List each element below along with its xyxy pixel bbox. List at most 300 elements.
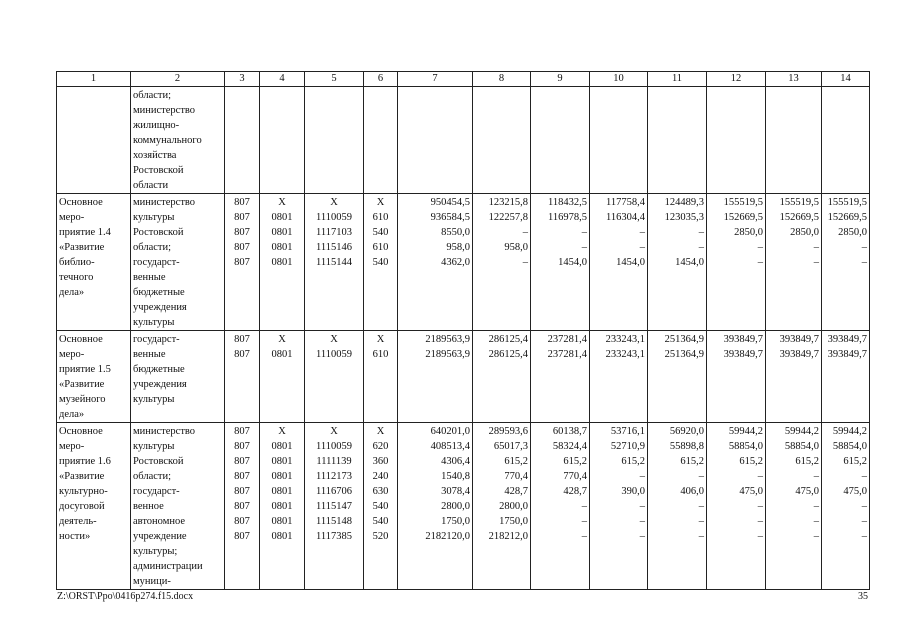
executor-cell — [131, 331, 225, 423]
year-2015-cell — [531, 331, 590, 423]
cell-line: 1117103 — [316, 227, 352, 238]
cell-line: 807 — [234, 242, 250, 253]
cell-line: 0801 — [271, 486, 293, 497]
cell-line: 615,2 — [504, 456, 528, 467]
cell-line: – — [813, 516, 819, 527]
cell-line: 807 — [234, 501, 250, 512]
event-cell — [57, 423, 131, 590]
cell-line: 2800,0 — [499, 501, 528, 512]
cell-line: – — [757, 516, 763, 527]
cell-line: 286125,4 — [488, 349, 528, 360]
cell-line: меро- — [59, 441, 85, 452]
cell-line: 53716,1 — [610, 426, 645, 437]
cell-line: администрации — [133, 561, 203, 572]
cell-line: 950454,5 — [430, 197, 470, 208]
section-cell — [260, 423, 305, 590]
event-cell — [57, 331, 131, 423]
cell-line: 807 — [234, 471, 250, 482]
cell-line: Ростовской — [133, 456, 184, 467]
cell-line: 640201,0 — [430, 426, 470, 437]
cell-line: бюджетные — [133, 287, 185, 298]
cell-line: 770,4 — [504, 471, 528, 482]
expense-type-cell — [364, 194, 398, 331]
cell-line: 1115147 — [316, 501, 352, 512]
col-number-6: 6 — [364, 72, 398, 87]
col-number-9: 9 — [531, 72, 590, 87]
cell-line: Основное — [59, 197, 103, 208]
cell-line: 124489,3 — [664, 197, 704, 208]
cell-line: – — [757, 531, 763, 542]
cell-line: 1116706 — [316, 486, 352, 497]
cell-line: 540 — [372, 227, 389, 238]
year-2017-cell — [648, 331, 707, 423]
table-row — [57, 87, 870, 194]
cell-line: досуговой — [59, 501, 105, 512]
cell-line: музейного — [59, 394, 106, 405]
cell-line: 0801 — [271, 456, 293, 467]
year-2018-cell — [707, 194, 766, 331]
cell-line: дела» — [59, 287, 85, 298]
cell-line: 428,7 — [504, 486, 528, 497]
cell-line: – — [813, 257, 819, 268]
cell-line: Основное — [59, 426, 103, 437]
cell-line: 152669,5 — [779, 212, 819, 223]
col-number-11: 11 — [648, 72, 707, 87]
col-number-12: 12 — [707, 72, 766, 87]
cell-line: 406,0 — [680, 486, 704, 497]
year-2020-cell — [822, 331, 870, 423]
cell-line: 615,2 — [739, 456, 763, 467]
cell-line: 1115144 — [316, 257, 352, 268]
cell-line: 59944,2 — [832, 426, 867, 437]
cell-line: 393849,7 — [723, 349, 763, 360]
cell-line: государст- — [133, 334, 180, 345]
cell-line: 1750,0 — [499, 516, 528, 527]
cell-line: – — [639, 471, 645, 482]
target-cell — [305, 331, 364, 423]
cell-line: – — [698, 242, 704, 253]
cell-line: Ростовской — [133, 227, 184, 238]
cell-line: – — [639, 227, 645, 238]
cell-line: – — [813, 471, 819, 482]
cell-line: течного — [59, 272, 94, 283]
cell-line: 475,0 — [843, 486, 867, 497]
cell-line: культуры — [133, 441, 175, 452]
cell-line: – — [813, 242, 819, 253]
cell-line: венные — [133, 272, 166, 283]
cell-line: 251364,9 — [664, 334, 704, 345]
cell-line: – — [639, 242, 645, 253]
cell-line: 0801 — [271, 257, 293, 268]
section-cell — [260, 331, 305, 423]
cell-line: 807 — [234, 227, 250, 238]
program-finance-table — [56, 71, 870, 590]
cell-line: 60138,7 — [552, 426, 587, 437]
cell-line: 393849,7 — [723, 334, 763, 345]
cell-line: 2850,0 — [838, 227, 867, 238]
year-2016-cell — [590, 194, 648, 331]
cell-line: 770,4 — [563, 471, 587, 482]
total-cell — [398, 194, 473, 331]
cell-line: 8550,0 — [441, 227, 470, 238]
cell-line: культурно- — [59, 486, 108, 497]
cell-line: 1540,8 — [441, 471, 470, 482]
cell-line: 615,2 — [621, 456, 645, 467]
cell-line: 807 — [234, 349, 250, 360]
cell-line: 807 — [234, 257, 250, 268]
col-number-7: 7 — [398, 72, 473, 87]
cell-line: 615,2 — [795, 456, 819, 467]
cell-line: муници- — [133, 576, 171, 587]
cell-line: 251364,9 — [664, 349, 704, 360]
event-cell — [57, 87, 131, 194]
cell-line: 122257,8 — [488, 212, 528, 223]
cell-line: 1110059 — [316, 349, 352, 360]
cell-line: 2800,0 — [441, 501, 470, 512]
cell-line: 807 — [234, 426, 250, 437]
cell-line: – — [581, 227, 587, 238]
cell-line: 52710,9 — [610, 441, 645, 452]
gov-code-cell — [225, 331, 260, 423]
cell-line: 233243,1 — [605, 334, 645, 345]
cell-line: – — [757, 471, 763, 482]
cell-line: 520 — [372, 531, 389, 542]
cell-line: 118432,5 — [548, 197, 587, 208]
col-number-8: 8 — [473, 72, 531, 87]
cell-line: 59944,2 — [784, 426, 819, 437]
year-2017-cell — [648, 87, 707, 194]
cell-line: учреждения — [133, 302, 187, 313]
cell-line: 615,2 — [680, 456, 704, 467]
cell-line: 123215,8 — [488, 197, 528, 208]
expense-type-cell — [364, 87, 398, 194]
cell-line: – — [861, 242, 867, 253]
cell-line: области; — [133, 471, 172, 482]
cell-line: 393849,7 — [779, 334, 819, 345]
year-2020-cell — [822, 87, 870, 194]
cell-line: 2850,0 — [734, 227, 763, 238]
cell-line: 540 — [372, 257, 389, 268]
cell-line: 2189563,9 — [425, 334, 470, 345]
cell-line: 1117385 — [316, 531, 352, 542]
cell-line: 0801 — [271, 531, 293, 542]
year-2018-cell — [707, 331, 766, 423]
cell-line: – — [698, 471, 704, 482]
cell-line: 152669,5 — [827, 212, 867, 223]
cell-line: 116304,4 — [606, 212, 645, 223]
cell-line: венное — [133, 501, 164, 512]
year-2019-cell — [766, 194, 822, 331]
cell-line: 393849,7 — [827, 334, 867, 345]
cell-line: 1110059 — [316, 441, 352, 452]
cell-line: государст- — [133, 486, 180, 497]
year-2015-cell — [531, 423, 590, 590]
cell-line: 155519,5 — [723, 197, 763, 208]
cell-line: 807 — [234, 486, 250, 497]
cell-line: 1112173 — [316, 471, 352, 482]
cell-line: ности» — [59, 531, 91, 542]
executor-cell — [131, 423, 225, 590]
cell-line: 58854,0 — [728, 441, 763, 452]
cell-line: 615,2 — [843, 456, 867, 467]
year-2019-cell — [766, 423, 822, 590]
year-2014-cell — [473, 194, 531, 331]
cell-line: – — [698, 531, 704, 542]
cell-line: 0801 — [271, 212, 293, 223]
cell-line: – — [813, 501, 819, 512]
cell-line: 807 — [234, 456, 250, 467]
cell-line: 1115146 — [316, 242, 352, 253]
year-2014-cell — [473, 423, 531, 590]
cell-line: 0801 — [271, 441, 293, 452]
cell-line: 59944,2 — [728, 426, 763, 437]
cell-line: бюджетные — [133, 364, 185, 375]
cell-line: – — [698, 516, 704, 527]
cell-line: 0801 — [271, 242, 293, 253]
cell-line: – — [581, 531, 587, 542]
cell-line: 237281,4 — [547, 349, 587, 360]
cell-line: 540 — [372, 501, 389, 512]
target-cell — [305, 423, 364, 590]
cell-line: 0801 — [271, 471, 293, 482]
cell-line: 65017,3 — [493, 441, 528, 452]
cell-line: Ростовской — [133, 165, 184, 176]
gov-code-cell — [225, 423, 260, 590]
cell-line: Х — [376, 197, 385, 208]
cell-line: 630 — [372, 486, 389, 497]
cell-line: учреждения — [133, 379, 187, 390]
table-row — [57, 423, 870, 590]
year-2015-cell — [531, 87, 590, 194]
cell-line: 233243,1 — [605, 349, 645, 360]
cell-line: коммунального — [133, 135, 202, 146]
cell-line: 2182120,0 — [425, 531, 470, 542]
cell-line: 936584,5 — [430, 212, 470, 223]
total-cell — [398, 331, 473, 423]
cell-line: 428,7 — [563, 486, 587, 497]
cell-line: 0801 — [271, 516, 293, 527]
cell-line: – — [757, 242, 763, 253]
cell-line: меро- — [59, 349, 85, 360]
cell-line: – — [581, 242, 587, 253]
cell-line: 540 — [372, 516, 389, 527]
col-number-3: 3 — [225, 72, 260, 87]
column-number-row — [57, 72, 870, 87]
cell-line: 1454,0 — [558, 257, 587, 268]
cell-line: 116978,5 — [548, 212, 587, 223]
cell-line: – — [698, 501, 704, 512]
cell-line: 58854,0 — [784, 441, 819, 452]
cell-line: Х — [278, 426, 286, 437]
cell-line: дела» — [59, 409, 85, 420]
cell-line: 475,0 — [739, 486, 763, 497]
cell-line: 807 — [234, 212, 250, 223]
cell-line: 289593,6 — [488, 426, 528, 437]
cell-line: 615,2 — [563, 456, 587, 467]
cell-line: 610 — [372, 349, 389, 360]
cell-line: 393849,7 — [827, 349, 867, 360]
table-row — [57, 194, 870, 331]
table-row — [57, 331, 870, 423]
cell-line: хозяйства — [133, 150, 177, 161]
cell-line: 360 — [372, 456, 389, 467]
cell-line: 286125,4 — [488, 334, 528, 345]
year-2017-cell — [648, 194, 707, 331]
cell-line: 1454,0 — [616, 257, 645, 268]
cell-line: – — [522, 257, 528, 268]
cell-line: 155519,5 — [827, 197, 867, 208]
target-cell — [305, 194, 364, 331]
cell-line: министерство — [133, 426, 196, 437]
cell-line: культуры — [133, 212, 175, 223]
cell-line: 958,0 — [504, 242, 528, 253]
col-number-14: 14 — [822, 72, 870, 87]
cell-line: 123035,3 — [664, 212, 704, 223]
cell-line: Х — [278, 334, 286, 345]
cell-line: – — [861, 516, 867, 527]
target-cell — [305, 87, 364, 194]
cell-line: 610 — [372, 242, 389, 253]
col-number-2: 2 — [131, 72, 225, 87]
total-cell — [398, 423, 473, 590]
cell-line: приятие 1.4 — [59, 227, 111, 238]
cell-line: – — [639, 501, 645, 512]
cell-line: «Развитие — [59, 471, 105, 482]
cell-line: 240 — [372, 471, 389, 482]
cell-line: 390,0 — [621, 486, 645, 497]
cell-line: Х — [330, 426, 338, 437]
cell-line: 807 — [234, 531, 250, 542]
cell-line: 610 — [372, 212, 389, 223]
cell-line: Х — [278, 197, 286, 208]
cell-line: меро- — [59, 212, 85, 223]
cell-line: – — [757, 501, 763, 512]
cell-line: 958,0 — [446, 242, 470, 253]
cell-line: государст- — [133, 257, 180, 268]
cell-line: – — [639, 531, 645, 542]
year-2016-cell — [590, 87, 648, 194]
year-2020-cell — [822, 194, 870, 331]
year-2018-cell — [707, 87, 766, 194]
col-number-4: 4 — [260, 72, 305, 87]
cell-line: учреждение — [133, 531, 187, 542]
cell-line: 807 — [234, 516, 250, 527]
cell-line: 237281,4 — [547, 334, 587, 345]
cell-line: культуры — [133, 394, 175, 405]
cell-line: – — [861, 501, 867, 512]
cell-line: 0801 — [271, 227, 293, 238]
cell-line: – — [861, 257, 867, 268]
cell-line: 55898,8 — [669, 441, 704, 452]
cell-line: 807 — [234, 441, 250, 452]
cell-line: культуры — [133, 317, 175, 328]
executor-cell — [131, 87, 225, 194]
cell-line: Основное — [59, 334, 103, 345]
cell-line: венные — [133, 349, 166, 360]
cell-line: 2189563,9 — [425, 349, 470, 360]
year-2018-cell — [707, 423, 766, 590]
cell-line: автономное — [133, 516, 186, 527]
cell-line: области; — [133, 242, 172, 253]
page-number: 35 — [858, 591, 868, 602]
cell-line: 1115148 — [316, 516, 352, 527]
executor-cell — [131, 194, 225, 331]
cell-line: 393849,7 — [779, 349, 819, 360]
cell-line: 2850,0 — [790, 227, 819, 238]
section-cell — [260, 194, 305, 331]
year-2020-cell — [822, 423, 870, 590]
cell-line: области; — [133, 90, 172, 101]
cell-line: 218212,0 — [488, 531, 528, 542]
gov-code-cell — [225, 87, 260, 194]
total-cell — [398, 87, 473, 194]
cell-line: приятие 1.5 — [59, 364, 111, 375]
cell-line: 117758,4 — [606, 197, 645, 208]
cell-line: 3078,4 — [441, 486, 470, 497]
cell-line: 58854,0 — [832, 441, 867, 452]
cell-line: – — [639, 516, 645, 527]
cell-line: приятие 1.6 — [59, 456, 111, 467]
year-2017-cell — [648, 423, 707, 590]
cell-line: – — [757, 257, 763, 268]
cell-line: жилищно- — [133, 120, 180, 131]
cell-line: Х — [330, 334, 338, 345]
year-2019-cell — [766, 331, 822, 423]
cell-line: – — [698, 227, 704, 238]
cell-line: 1111139 — [316, 456, 352, 467]
col-number-10: 10 — [590, 72, 648, 87]
expense-type-cell — [364, 423, 398, 590]
cell-line: – — [581, 516, 587, 527]
col-number-1: 1 — [57, 72, 131, 87]
cell-line: библио- — [59, 257, 95, 268]
year-2015-cell — [531, 194, 590, 331]
col-number-5: 5 — [305, 72, 364, 87]
cell-line: культуры; — [133, 546, 178, 557]
cell-line: – — [813, 531, 819, 542]
cell-line: 807 — [234, 197, 250, 208]
cell-line: 152669,5 — [723, 212, 763, 223]
cell-line: министерство — [133, 197, 196, 208]
cell-line: 620 — [372, 441, 389, 452]
cell-line: 56920,0 — [669, 426, 704, 437]
cell-line: 0801 — [271, 501, 293, 512]
cell-line: 1454,0 — [675, 257, 704, 268]
year-2014-cell — [473, 331, 531, 423]
cell-line: Х — [376, 334, 385, 345]
event-cell — [57, 194, 131, 331]
section-cell — [260, 87, 305, 194]
cell-line: 475,0 — [795, 486, 819, 497]
cell-line: 1750,0 — [441, 516, 470, 527]
cell-line: – — [581, 501, 587, 512]
cell-line: 1110059 — [316, 212, 352, 223]
cell-line: 4306,4 — [441, 456, 470, 467]
cell-line: 0801 — [271, 349, 293, 360]
cell-line: «Развитие — [59, 379, 105, 390]
cell-line: области — [133, 180, 169, 191]
cell-line: министерство — [133, 105, 196, 116]
cell-line: 408513,4 — [430, 441, 470, 452]
cell-line: – — [861, 471, 867, 482]
gov-code-cell — [225, 194, 260, 331]
year-2014-cell — [473, 87, 531, 194]
cell-line: «Развитие — [59, 242, 105, 253]
file-path: Z:\ORST\Ppo\0416p274.f15.docx — [57, 591, 194, 602]
expense-type-cell — [364, 331, 398, 423]
cell-line: Х — [330, 197, 338, 208]
cell-line: – — [522, 227, 528, 238]
